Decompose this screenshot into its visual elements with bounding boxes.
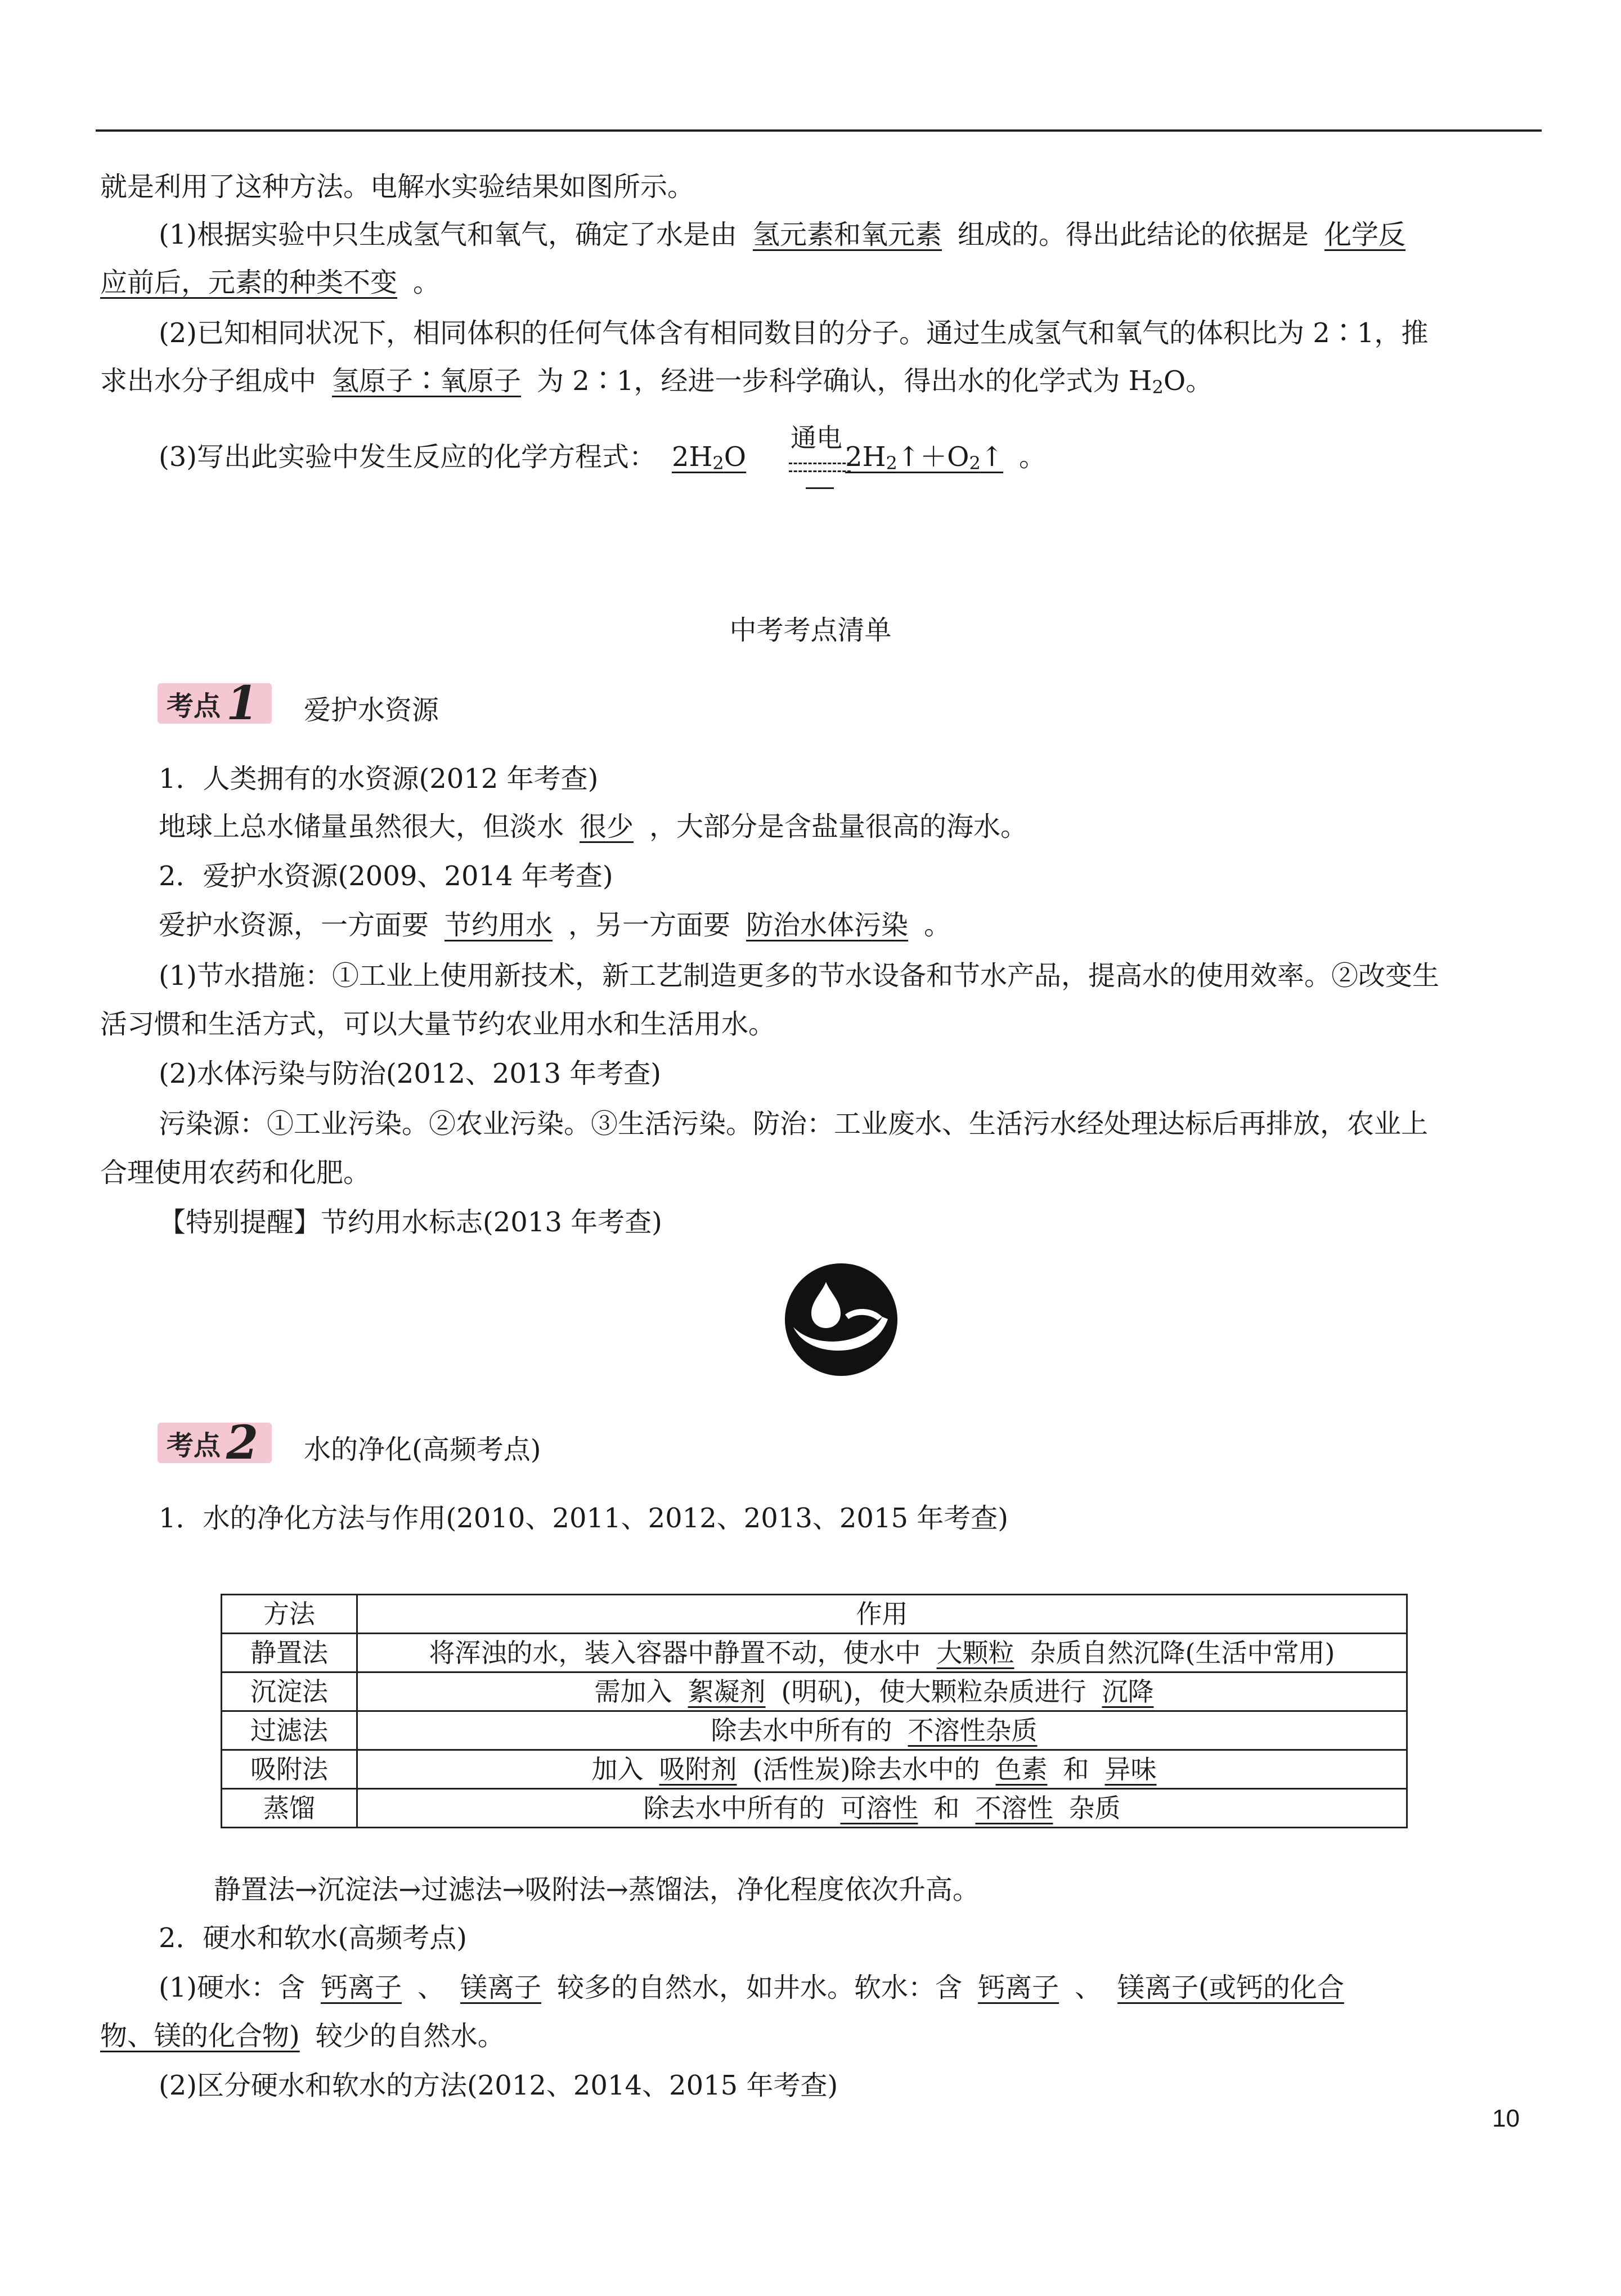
answer-blank: 应前后，元素的种类不变 [100,267,398,298]
answer-blank: 氢原子∶氧原子 [332,365,522,397]
point1-heading-2: 2．爱护水资源(2009、2014 年考查) [159,860,613,892]
answer-blank: 氢元素和氧元素 [753,219,942,250]
page-number: 10 [1492,2105,1520,2132]
answer-blank: 防治水体污染 [746,909,909,941]
point1-para-1: 地球上总水储量虽然很大，但淡水 很少 ，大部分是含盐量很高的海水。 [159,811,1028,842]
table-row: 蒸馏 除去水中所有的 可溶性 和 不溶性 杂质 [222,1789,1407,1828]
equation-equals-mid [789,470,851,472]
header-rule [96,129,1542,132]
answer-blank: 大颗粒 [936,1638,1014,1668]
answer-blank: 镁离子(或钙的化合 [1117,1972,1344,2003]
exam-point-title-1: 爱护水资源 [304,694,439,726]
answer-blank: 可溶性 [840,1793,918,1823]
answer-blank: 沉降 [1102,1676,1154,1707]
point2-heading-2: 2．硬水和软水(高频考点) [159,1922,467,1954]
answer-blank: 节约用水 [444,909,553,941]
point2-para-1-cont: 物、镁的化合物) 较少的自然水。 [100,2020,505,2052]
point2-para-2: (2)区分硬水和软水的方法(2012、2014、2015 年考查) [159,2070,838,2101]
question-2-cont: 求出水分子组成中 氢原子∶氧原子 为 2∶1，经进一步科学确认，得出水的化学式为 H2O。 [100,365,1213,398]
answer-blank: 化学反 [1324,219,1406,250]
point1-para-5-cont: 合理使用农药和化肥。 [100,1157,371,1189]
purification-order: 静置法→沉淀法→过滤法→吸附法→蒸馏法，净化程度依次升高。 [214,1874,980,1905]
table-row: 过滤法 除去水中所有的 不溶性杂质 [222,1711,1407,1750]
answer-blank: 色素 [995,1754,1048,1784]
answer-blank: 不溶性 [975,1793,1053,1823]
section-title: 中考考点清单 [729,615,892,646]
answer-blank: 吸附剂 [659,1754,737,1784]
exam-point-badge-2: 考点 2 [158,1423,272,1463]
answer-blank: 物、镁的化合物) [100,2020,300,2052]
table-header-row [222,1595,1407,1634]
equation-equals-top [789,463,851,464]
table-row: 吸附法 加入 吸附剂 (活性炭)除去水中的 色素 和 异味 [222,1750,1407,1789]
answer-blank: 钙离子 [321,1972,402,2003]
point1-para-3: (1)节水措施：①工业上使用新技术，新工艺制造更多的节水设备和节水产品，提高水的使用效率。②改变生 [159,960,1439,992]
answer-blank: 异味 [1104,1754,1157,1784]
water-saving-logo-icon [782,1261,900,1379]
table-header-method: 方法 [222,1595,357,1634]
point1-para-5: 污染源：①工业污染。②农业污染。③生活污染。防治：工业废水、生活污水经处理达标后再排放，农业上 [159,1108,1429,1140]
point1-heading-1: 1．人类拥有的水资源(2012 年考查) [159,763,599,795]
table-row: 静置法 将浑浊的水，装入容器中静置不动，使水中 大颗粒 杂质自然沉降(生活中常用) [222,1634,1407,1672]
point1-para-3-cont: 活习惯和生活方式，可以大量节约农业用水和生活用水。 [100,1008,776,1040]
question-1-cont: 应前后，元素的种类不变 。 [100,267,441,298]
answer-blank: 镁离子 [460,1972,542,2003]
exam-point-badge-1: 考点 1 [158,683,272,724]
question-1: (1)根据实验中只生成氢气和氧气，确定了水是由 氢元素和氧元素 组成的。得出此结论的依据是 化学反 [159,217,1421,253]
point1-para-2: 爱护水资源，一方面要 节约用水 ，另一方面要 防治水体污染 。 [159,909,951,941]
equation-equals-bottom [806,487,834,489]
exam-point-title-2: 水的净化(高频考点) [304,1434,541,1465]
equation-condition: 通电 [791,423,842,453]
purification-table [221,1594,1408,1828]
answer-blank: 絮凝剂 [688,1676,766,1707]
table-header-effect: 作用 [357,1595,1407,1634]
answer-blank: 不溶性杂质 [908,1715,1038,1746]
point2-heading-1: 1．水的净化方法与作用(2010、2011、2012、2013、2015 年考查) [159,1503,1009,1534]
question-3: (3)写出此实验中发生反应的化学方程式： 2H2O 2H2↑＋O2↑ 。 [159,441,1047,474]
intro-line: 就是利用了这种方法。电解水实验结果如图所示。 [100,171,695,203]
point1-para-4: (2)水体污染与防治(2012、2013 年考查) [159,1058,662,1089]
point2-para-1: (1)硬水：含 钙离子 、 镁离子 较多的自然水，如井水。软水：含 钙离子 、 镁离子(或钙的化合 [159,1970,1360,2006]
answer-blank: 很少 [580,811,634,842]
question-2: (2)已知相同状况下，相同体积的任何气体含有相同数目的分子。通过生成氢气和氧气的体积比为 2∶1，推 [159,317,1429,349]
equation-right: 2H2↑＋O2↑ [845,441,1004,474]
table-row: 沉淀法 需加入 絮凝剂 (明矾)，使大颗粒杂质进行 沉降 [222,1672,1407,1711]
special-reminder: 【特别提醒】节约用水标志(2013 年考查) [159,1207,662,1238]
answer-blank: 钙离子 [978,1972,1059,2003]
equation-left: 2H2O [672,441,747,474]
